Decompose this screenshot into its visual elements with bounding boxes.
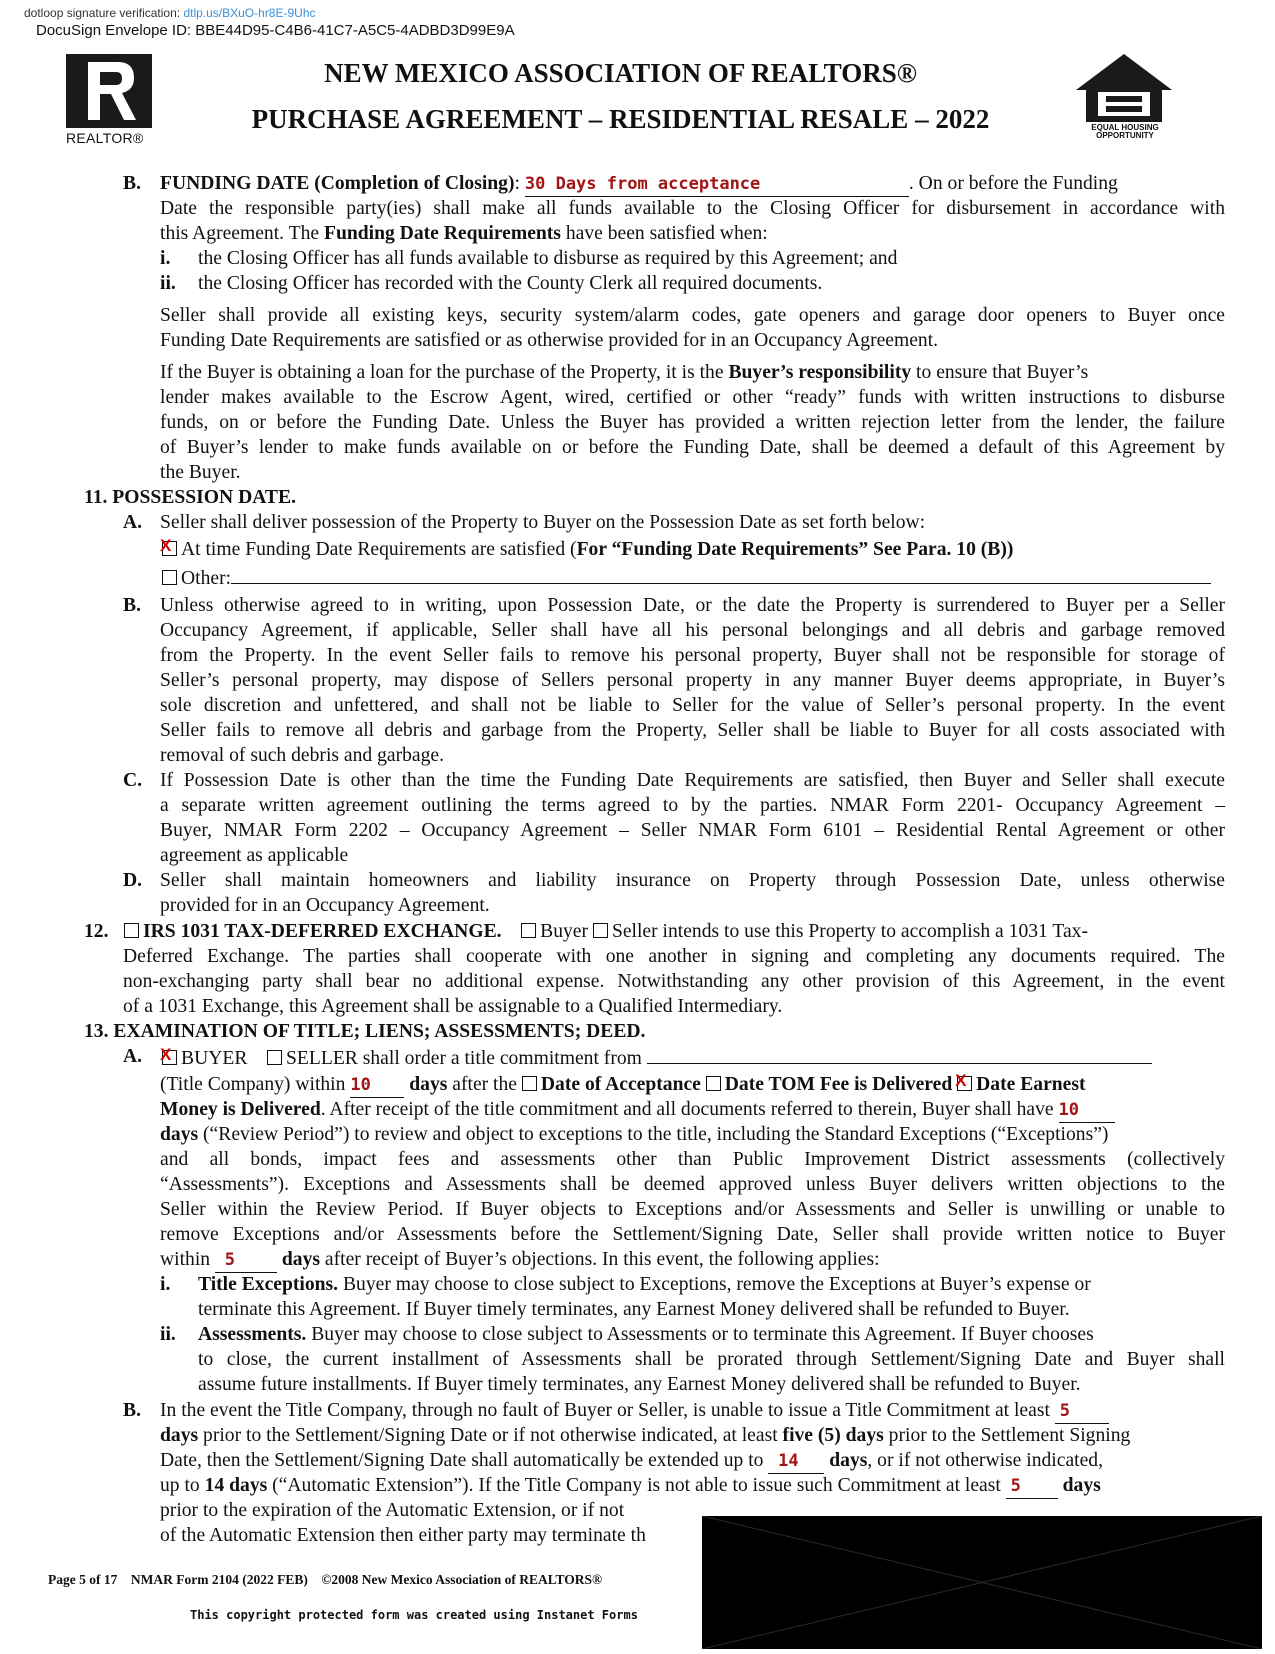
section-heading: 11. POSSESSION DATE. — [84, 487, 296, 508]
document-title-line2: PURCHASE AGREEMENT – RESIDENTIAL RESALE – 2022 — [251, 104, 990, 134]
title-days-line: (Title Company) within 10 days after the Date of Acceptance Date TOM Fee is Delivered X Date Earnest — [160, 1073, 1086, 1098]
body-text: If the Buyer is obtaining a loan for the purchase of the Property, it is the Buyer’s responsibility to ensure that Buyer’s — [160, 362, 1089, 383]
section-label: C. — [123, 770, 143, 791]
body-text: days prior to the Settlement/Signing Date or if not otherwise indicated, at least five (5) days prior to the Settlement Signing — [160, 1425, 1131, 1446]
section-label: A. — [123, 512, 143, 533]
body-text: Seller shall maintain homeowners and liability insurance on Property through Possession Date, unless otherwise — [160, 870, 1225, 891]
extension-days-line: Date, then the Settlement/Signing Date shall automatically be extended up to 14 days, or if not otherwise indicated, — [160, 1449, 1103, 1474]
section-number: 12. — [84, 921, 109, 942]
possession-other-field[interactable] — [231, 565, 1211, 584]
body-text: this Agreement. The Funding Date Requirements have been satisfied when: — [160, 223, 768, 244]
body-text: provided for in an Occupancy Agreement. — [160, 895, 490, 916]
body-text: of the Automatic Extension then either party may terminate th — [160, 1525, 646, 1546]
body-text: Date the responsible party(ies) shall make all funds available to the Closing Officer for disbursement in accordance with — [160, 198, 1225, 219]
section-label: B. — [123, 595, 141, 616]
body-text: Buyer, NMAR Form 2202 – Occupancy Agreement – Seller NMAR Form 6101 – Residential Rental Agreement or other — [160, 820, 1225, 841]
section-label: B. — [123, 173, 141, 194]
section-heading: 13. EXAMINATION OF TITLE; LIENS; ASSESSMENTS; DEED. — [84, 1021, 646, 1042]
body-text: Unless otherwise agreed to in writing, upon Possession Date, or the date the Property is surrendered to Buyer per a Seller — [160, 595, 1225, 616]
body-text: Seller shall provide all existing keys, security system/alarm codes, gate openers and garage door openers to Buyer once — [160, 305, 1225, 326]
extension-commit-days-field[interactable]: 5 — [1006, 1474, 1058, 1499]
list-label: i. — [160, 248, 171, 269]
notice-days-line: within 5 days after receipt of Buyer’s objections. In this event, the following applies: — [160, 1248, 880, 1273]
section-label: B. — [123, 1400, 141, 1421]
list-label: ii. — [160, 273, 176, 294]
body-text: Title Exceptions. Buyer may choose to close subject to Exceptions, remove the Exceptions at Buyer’s expense or — [198, 1274, 1091, 1295]
possession-other-checkbox[interactable] — [162, 570, 177, 585]
body-text: lender makes available to the Escrow Agent, wired, certified or other “ready” funds with written instructions to disburse — [160, 387, 1225, 408]
realtor-logo: REALTOR® — [66, 54, 152, 146]
body-text: removal of such debris and garbage. — [160, 745, 445, 766]
body-text: to close, the current installment of Assessments shall be prorated through Settlement/Signing Date and Buyer shall — [198, 1349, 1225, 1370]
body-text: non-exchanging party shall bear no additional expense. Notwithstanding any other provision of this Agreement, in the event — [123, 971, 1225, 992]
body-text: If Possession Date is other than the time the Funding Date Requirements are satisfied, then Buyer and Seller shall execute — [160, 770, 1225, 791]
commitment-days-line: In the event the Title Company, through no fault of Buyer or Seller, is unable to issue a Title Commitment at least 5 — [160, 1399, 1109, 1424]
section-label: A. — [123, 1046, 143, 1067]
date-tom-checkbox[interactable] — [706, 1076, 721, 1091]
notice-days-field[interactable]: 5 — [215, 1248, 277, 1273]
section-label: D. — [123, 870, 143, 891]
list-label: ii. — [160, 1324, 176, 1345]
possession-option-funding: X At time Funding Date Requirements are satisfied (For “Funding Date Requirements” See Para. 10 (B)) — [160, 536, 1014, 560]
body-text: Occupancy Agreement, if applicable, Seller shall have all his personal belongings and all debris and garbage removed — [160, 620, 1225, 641]
verification-link[interactable]: dtlp.us/BXuO-hr8E-9Uhc — [183, 6, 316, 20]
body-text: “Assessments”). Exceptions and Assessments shall be deemed approved unless Buyer delivers written objections to the — [160, 1174, 1225, 1195]
review-days-line: Money is Delivered. After receipt of the title commitment and all documents referred to therein, Buyer shall have 10 — [160, 1098, 1115, 1123]
body-text: Seller within the Review Period. If Buyer objects to Exceptions and/or Assessments and Seller is unwilling or unable to — [160, 1199, 1225, 1220]
document-title-line1: NEW MEXICO ASSOCIATION OF REALTORS® — [324, 58, 917, 88]
body-text: Seller fails to remove all debris and garbage from the Property, Seller shall be liable to Buyer for all costs associated with — [160, 720, 1225, 741]
date-earnest-checkbox[interactable]: X — [957, 1076, 972, 1091]
body-text: and all bonds, impact fees and assessments other than Public Improvement District assessments (collectively — [160, 1149, 1225, 1170]
instanet-notice: This copyright protected form was created using Instanet Forms — [190, 1608, 638, 1622]
body-text: assume future installments. If Buyer timely terminates, any Earnest Money delivered shall be refunded to Buyer. — [198, 1374, 1081, 1395]
dotloop-verification: dotloop signature verification: dtlp.us/BXuO-hr8E-9Uhc — [24, 6, 316, 20]
possession-option-other: Other: — [162, 565, 1211, 591]
body-text: prior to the expiration of the Automatic Extension, or if not — [160, 1500, 625, 1521]
body-text: days (“Review Period”) to review and object to exceptions to the title, including the Standard Exceptions (“Exceptions”) — [160, 1124, 1109, 1145]
body-text: the Buyer. — [160, 462, 241, 483]
docusign-envelope-id: DocuSign Envelope ID: BBE44D95-C4B6-41C7-A5C5-4ADBD3D99E9A — [36, 22, 515, 39]
body-text: terminate this Agreement. If Buyer timely terminates, any Earnest Money delivered shall be refunded to Buyer. — [198, 1299, 1070, 1320]
body-text: of Buyer’s lender to make funds available on or before the Funding Date, shall be deemed a default of this Agreement by — [160, 437, 1225, 458]
title-buyer-checkbox[interactable]: X — [162, 1050, 177, 1065]
body-text: of a 1031 Exchange, this Agreement shall be assignable to a Qualified Intermediary. — [123, 996, 783, 1017]
body-text: Assessments. Buyer may choose to close subject to Assessments or to terminate this Agreement. If Buyer chooses — [198, 1324, 1094, 1345]
date-acceptance-checkbox[interactable] — [522, 1076, 537, 1091]
review-days-field[interactable]: 10 — [1059, 1098, 1115, 1123]
body-text: funds, on or before the Funding Date. Unless the Buyer has provided a written rejection letter from the lender, the failure — [160, 412, 1225, 433]
body-text: remove Exceptions and/or Assessments before the Settlement/Signing Date, Seller shall provide written notice to Buyer — [160, 1224, 1225, 1245]
funding-date-field[interactable]: 30 Days from acceptance — [525, 172, 909, 197]
body-text: from the Property. In the event Seller fails to remove his personal property, Buyer shall not be responsible for storage of — [160, 645, 1225, 666]
body-text: sole discretion and unfettered, and shall not be liable to Seller for the value of Seller’s personal property. In the event — [160, 695, 1225, 716]
body-text: Seller shall deliver possession of the Property to Buyer on the Possession Date as set forth below: — [160, 512, 926, 533]
commitment-days-field[interactable]: 5 — [1055, 1399, 1109, 1424]
possession-funding-checkbox[interactable]: X — [162, 541, 177, 556]
body-text: Deferred Exchange. The parties shall cooperate with one another in signing and completing any documents required. The — [123, 946, 1225, 967]
title-seller-checkbox[interactable] — [267, 1050, 282, 1065]
funding-date-line: FUNDING DATE (Completion of Closing): 30 Days from acceptance . On or before the Funding — [160, 172, 1118, 197]
list-item: the Closing Officer has all funds available to disburse as required by this Agreement; and — [198, 248, 898, 269]
title-company-field[interactable] — [647, 1045, 1152, 1064]
exchange-seller-checkbox[interactable] — [593, 923, 608, 938]
title-order-line: X BUYER SELLER shall order a title commitment from — [162, 1045, 1152, 1071]
body-text: agreement as applicable — [160, 845, 349, 866]
redaction-cross-icon — [702, 1516, 1262, 1649]
redaction-box — [702, 1516, 1262, 1649]
extension-commit-line: up to 14 days (“Automatic Extension”). If the Title Company is not able to issue such Commitment at least 5 days — [160, 1474, 1101, 1499]
exchange-checkbox[interactable] — [124, 923, 139, 938]
exchange-buyer-checkbox[interactable] — [521, 923, 536, 938]
exchange-line: IRS 1031 TAX-DEFERRED EXCHANGE. Buyer Seller intends to use this Property to accomplish a 1031 Tax- — [124, 920, 1088, 944]
page-footer: Page 5 of 17 NMAR Form 2104 (2022 FEB) ©2008 New Mexico Association of REALTORS® — [48, 1572, 603, 1587]
list-label: i. — [160, 1274, 171, 1295]
equal-housing-logo: EQUAL HOUSING OPPORTUNITY — [1074, 52, 1174, 142]
body-text: Seller’s personal property, may dispose of Sellers personal property in any manner Buyer deems appropriate, in Buyer’s — [160, 670, 1225, 691]
list-item: the Closing Officer has recorded with the County Clerk all required documents. — [198, 273, 823, 294]
body-text: Funding Date Requirements are satisfied or as otherwise provided for in an Occupancy Agreement. — [160, 330, 939, 351]
body-text: a separate written agreement outlining the terms agreed to by the parties. NMAR Form 2201- Occupancy Agreement – — [160, 795, 1225, 816]
title-days-field[interactable]: 10 — [350, 1073, 404, 1098]
extension-days-field[interactable]: 14 — [768, 1449, 824, 1474]
